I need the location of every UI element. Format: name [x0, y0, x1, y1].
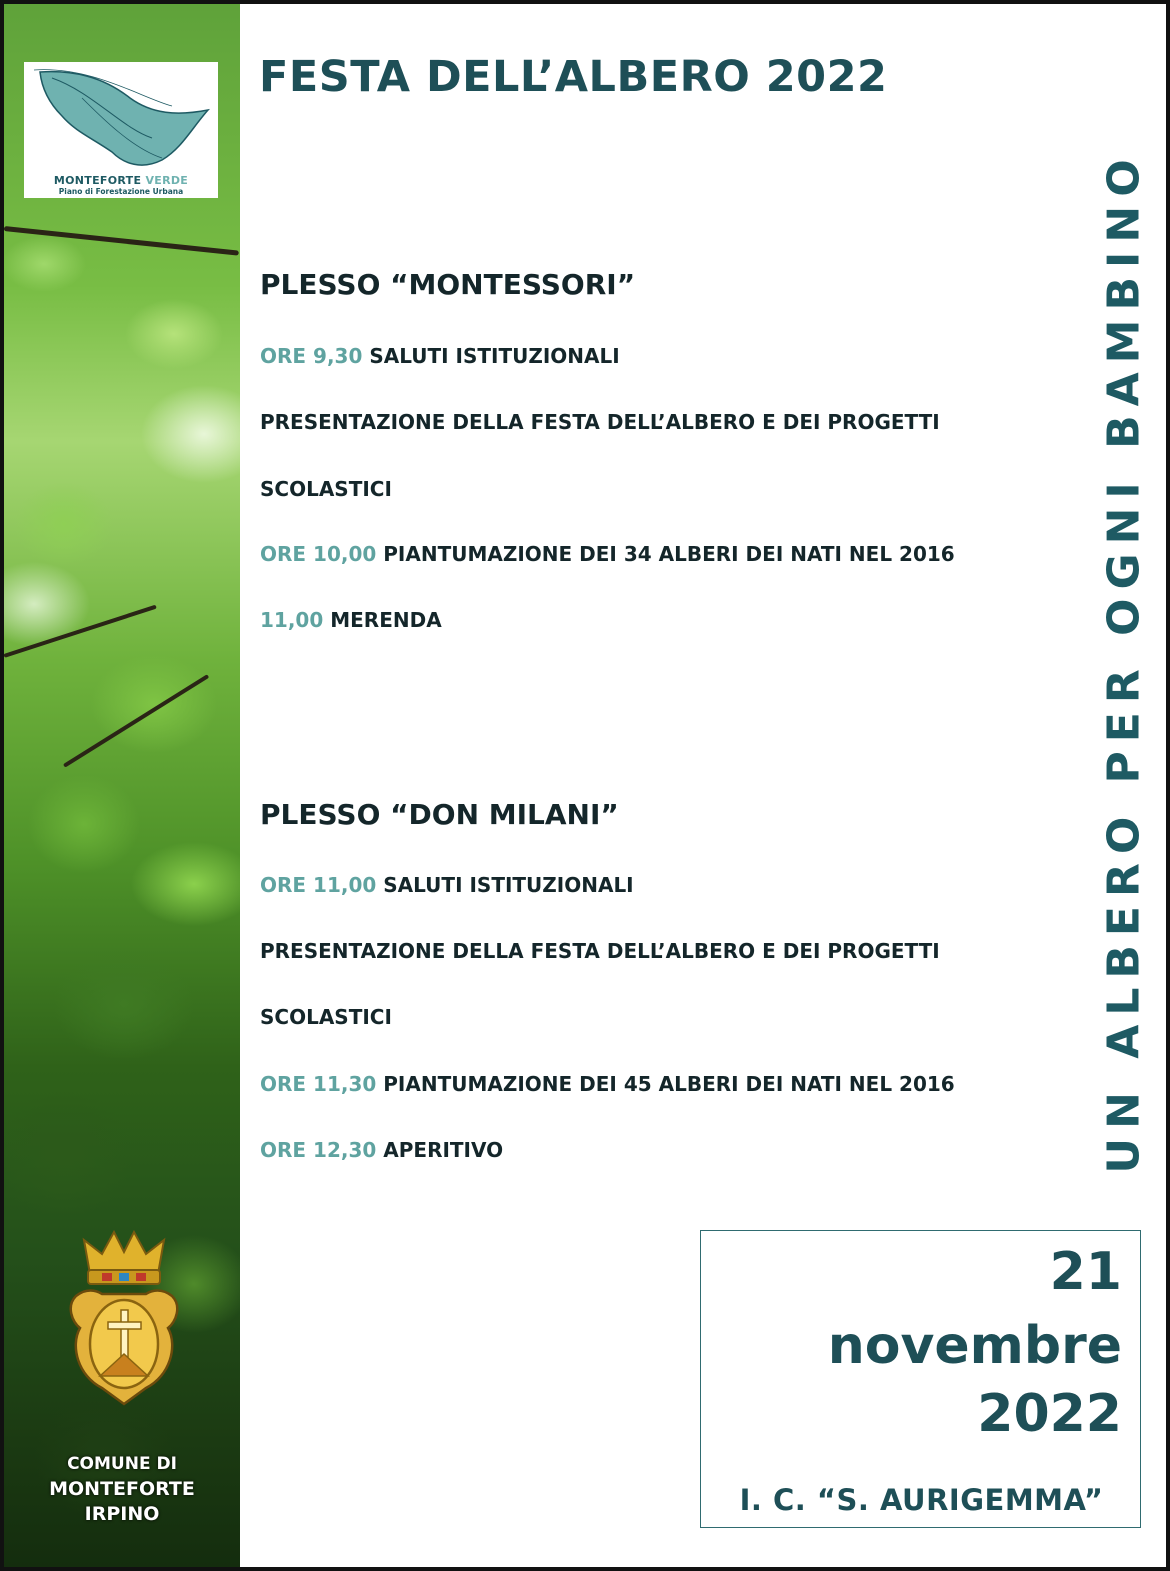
schedule-line: ORE 10,00 PIANTUMAZIONE DEI 34 ALBERI DEI NATI NEL 2016 — [260, 542, 955, 566]
logo-subtitle: Piano di Forestazione Urbana — [58, 187, 184, 196]
date-month: novembre — [827, 1316, 1122, 1376]
flyer-page — [4, 4, 1166, 1567]
logo-title: MONTEFORTE VERDE — [53, 174, 189, 187]
schedule-line: SCOLASTICI — [260, 1005, 392, 1029]
vertical-slogan — [1096, 120, 1152, 1204]
comune-name: COMUNE DI MONTEFORTE IRPINO — [49, 1454, 195, 1525]
school-name: I. C. “S. AURIGEMMA” — [739, 1483, 1104, 1517]
schedule-line: ORE 12,30 APERITIVO — [260, 1138, 504, 1162]
section-heading-don-milani: PLESSO “DON MILANI” — [260, 798, 619, 831]
schedule-line: PRESENTAZIONE DELLA FESTA DELL’ALBERO E DEI PROGETTI — [260, 939, 940, 963]
schedule-line: ORE 11,00 SALUTI ISTITUZIONALI — [260, 873, 634, 897]
schedule-line: PRESENTAZIONE DELLA FESTA DELL’ALBERO E DEI PROGETTI — [260, 410, 940, 434]
territory-map-icon — [32, 68, 210, 172]
date-year: 2022 — [977, 1384, 1122, 1444]
page-title: FESTA DELL’ALBERO 2022 — [259, 52, 888, 102]
schedule-line: ORE 9,30 SALUTI ISTITUZIONALI — [260, 344, 620, 368]
monteforte-verde-logo — [24, 62, 218, 198]
forest-photo-strip — [4, 4, 240, 1567]
slogan-text: UN ALBERO PER OGNI BAMBINO — [1098, 150, 1150, 1174]
section-heading-montessori: PLESSO “MONTESSORI” — [260, 268, 636, 301]
branch-shape — [4, 605, 157, 658]
branch-shape — [63, 674, 209, 767]
schedule-line: SCOLASTICI — [260, 477, 392, 501]
date-box — [700, 1230, 1141, 1528]
date-day: 21 — [1049, 1242, 1122, 1302]
schedule-line: ORE 11,30 PIANTUMAZIONE DEI 45 ALBERI DEI NATI NEL 2016 — [260, 1072, 955, 1096]
branch-shape — [4, 226, 239, 256]
municipal-coat-of-arms-icon — [62, 1226, 186, 1406]
schedule-line: 11,00 MERENDA — [260, 608, 442, 632]
